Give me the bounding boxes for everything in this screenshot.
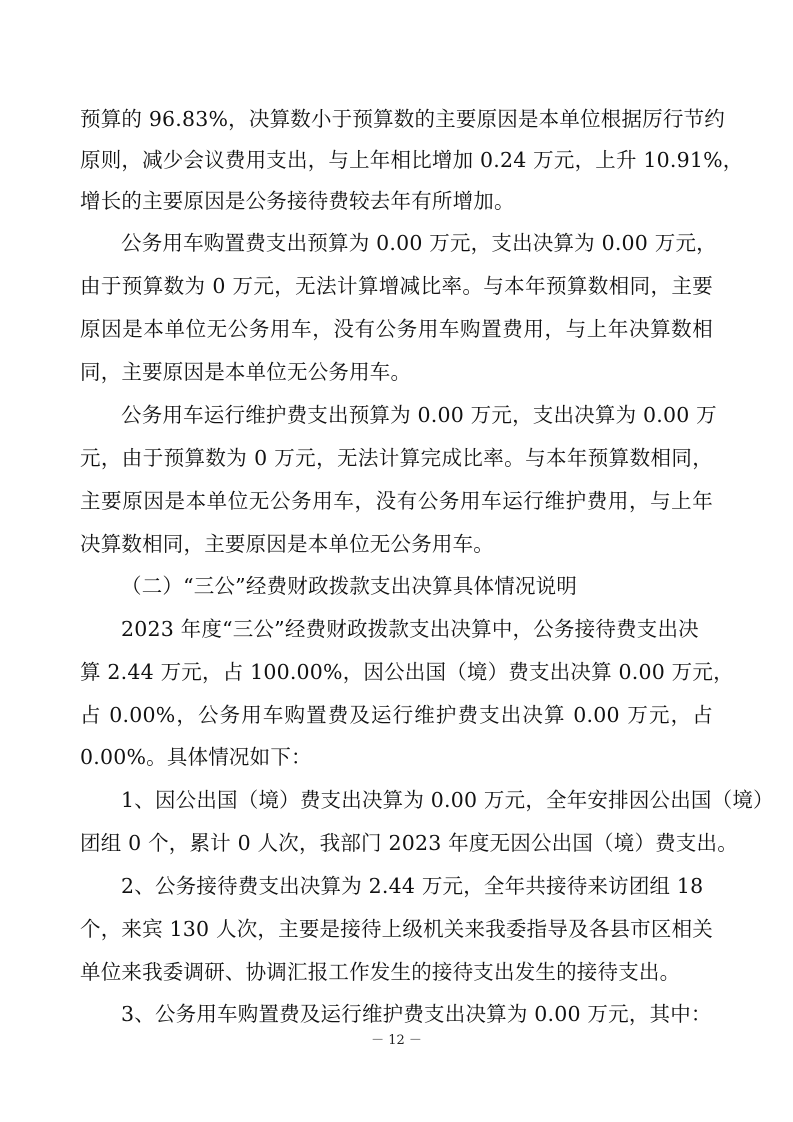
paragraph-line: 2023 年度“三公”经费财政拨款支出决算中，公务接待费支出决 (121, 617, 699, 641)
list-item-line: 团组 0 个，累计 0 人次，我部门 2023 年度无因公出国（境）费支出。 (80, 831, 738, 855)
list-item-line: 单位来我委调研、协调汇报工作发生的接待支出发生的接待支出。 (80, 960, 681, 984)
list-item-line: 2、公务接待费支出决算为 2.44 万元，全年共接待来访团组 18 (121, 874, 704, 898)
paragraph-line: 主要原因是本单位无公务用车，没有公务用车运行维护费用，与上年 (80, 489, 713, 513)
paragraph-line: 公务用车购置费支出预算为 0.00 万元，支出决算为 0.00 万元， (121, 231, 717, 255)
paragraph-line: 预算的 96.83%，决算数小于预算数的主要原因是本单位根据厉行节约 (80, 107, 725, 131)
page-number: － 12 － (371, 1033, 422, 1048)
list-item-line: 3、公务用车购置费及运行维护费支出决算为 0.00 万元，其中： (121, 1002, 712, 1026)
paragraph-line: 由于预算数为 0 万元，无法计算增减比率。与本年预算数相同，主要 (80, 274, 713, 298)
paragraph-line: 公务用车运行维护费支出预算为 0.00 万元，支出决算为 0.00 万 (121, 403, 717, 427)
paragraph-line: 同，主要原因是本单位无公务用车。 (80, 360, 412, 384)
paragraph-line: 增长的主要原因是公务接待费较去年有所增加。 (80, 189, 515, 213)
paragraph-line: 原则，减少会议费用支出，与上年相比增加 0.24 万元，上升 10.91%， (80, 148, 744, 172)
paragraph-line: 元，由于预算数为 0 万元，无法计算完成比率。与本年预算数相同， (80, 446, 713, 470)
paragraph-line: 原因是本单位无公务用车，没有公务用车购置费用，与上年决算数相 (80, 317, 713, 341)
section-heading: （二）“三公”经费财政拨款支出决算具体情况说明 (121, 574, 578, 598)
list-item-line: 1、因公出国（境）费支出决算为 0.00 万元，全年安排因公出国（境） (121, 788, 774, 812)
paragraph-line: 决算数相同，主要原因是本单位无公务用车。 (80, 532, 494, 556)
paragraph-line: 算 2.44 万元，占 100.00%，因公出国（境）费支出决算 0.00 万元， (80, 660, 734, 684)
paragraph-line: 0.00%。具体情况如下： (80, 745, 312, 769)
list-item-line: 个，来宾 130 人次，主要是接待上级机关来我委指导及各县市区相关 (80, 917, 713, 941)
paragraph-line: 占 0.00%，公务用车购置费及运行维护费支出决算 0.00 万元，占 (80, 703, 713, 727)
